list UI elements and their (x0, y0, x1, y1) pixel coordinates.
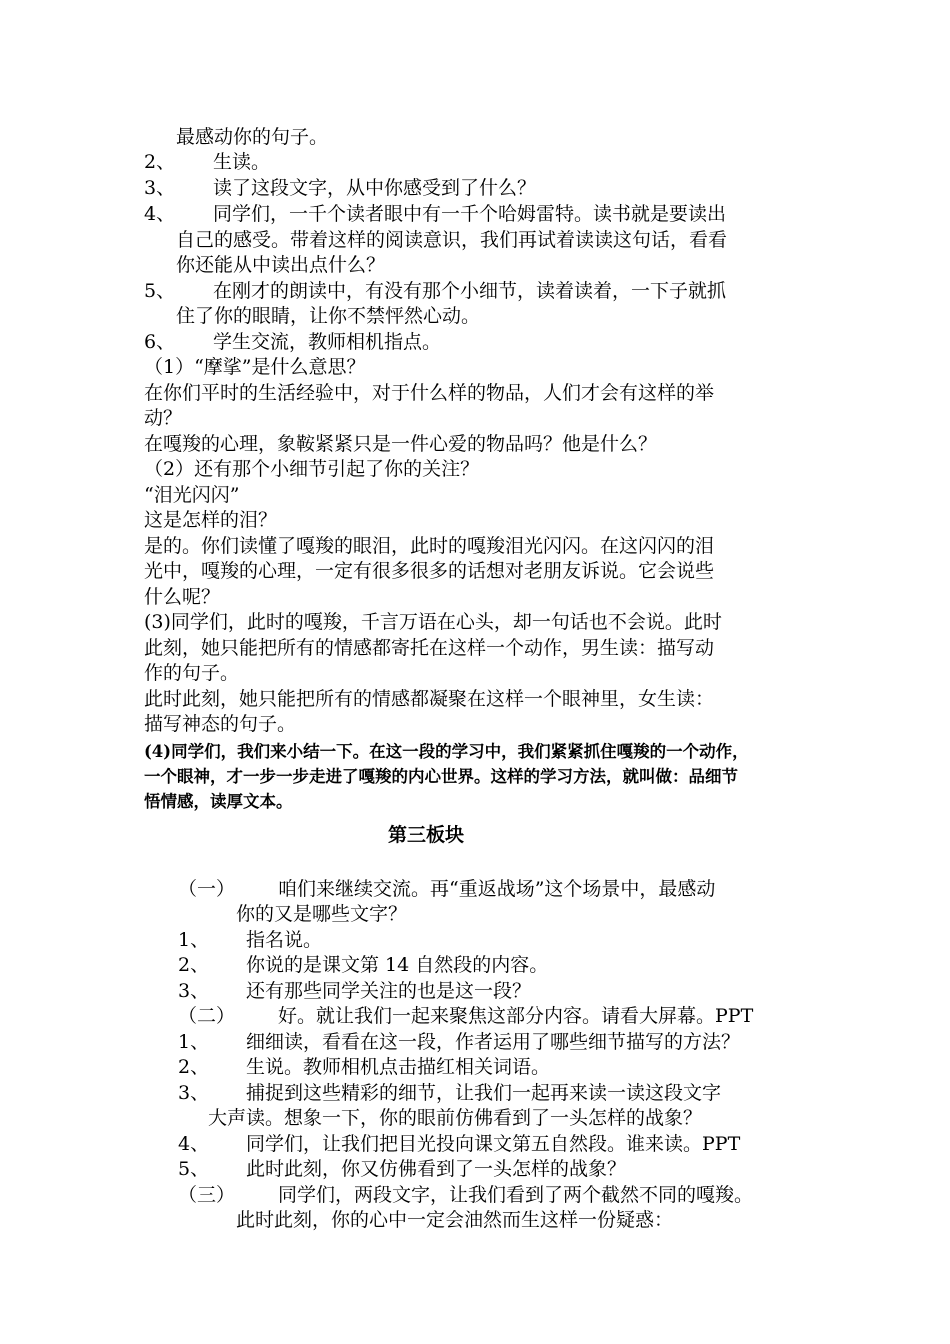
line-text: 生说。教师相机点击描红相关词语。 (246, 1056, 551, 1078)
line-text: 在嘎羧的心理，象鞍紧紧只是一件心爱的物品吗？他是什么？ (144, 433, 658, 455)
line-text: （1）“摩挲”是什么意思？ (144, 356, 366, 378)
line-text: 描写神态的句子。 (144, 713, 297, 735)
line-text: 细细读，看看在这一段，作者运用了哪些细节描写的方法？ (246, 1031, 741, 1053)
line-text: (3)同学们，此时的嘎羧，千言万语在心头，却一句话也不会说。此时 (144, 611, 722, 633)
line-text: 好。就让我们一起来聚焦这部分内容。请看大屏幕。PPT (278, 1005, 754, 1027)
list-number: 3、 (178, 980, 210, 1002)
line-text: 自己的感受。带着这样的阅读意识，我们再试着读读这句话，看看 (176, 229, 728, 251)
line-text: “泪光闪闪” (144, 484, 240, 506)
list-number: 3、 (144, 177, 176, 199)
line-text: 你的又是哪些文字？ (236, 903, 408, 925)
line-text: 一个眼神，才一步一步走进了嘎羧的内心世界。这样的学习方法，就叫做：品细节 (144, 767, 738, 786)
line-text: 还有那些同学关注的也是这一段？ (246, 980, 532, 1002)
line-text: 在刚才的朗读中，有没有那个小细节，读着读着，一下子就抓 (213, 280, 727, 302)
list-number: 1、 (178, 1031, 210, 1053)
list-number: 5、 (144, 280, 176, 302)
line-text: 最感动你的句子。 (176, 126, 329, 148)
line-text: 此时此刻，你又仿佛看到了一头怎样的战象？ (246, 1158, 627, 1180)
line-text: 指名说。 (246, 929, 323, 951)
line-text: 同学们，让我们把目光投向课文第五自然段。谁来读。PPT (246, 1133, 741, 1155)
list-number: （三） (178, 1184, 236, 1206)
section-heading (0, 823, 950, 847)
line-text: 你还能从中读出点什么？ (176, 254, 386, 276)
line-text: 生读。 (213, 151, 271, 173)
line-text: 学生交流，教师相机指点。 (213, 331, 442, 353)
line-text: 作的句子。 (144, 662, 240, 684)
line-text: 是的。你们读懂了嘎羧的眼泪，此时的嘎羧泪光闪闪。在这闪闪的泪 (144, 535, 715, 557)
line-text: 同学们，一千个读者眼中有一千个哈姆雷特。读书就是要读出 (213, 203, 727, 225)
list-number: （一） (178, 878, 236, 900)
line-text: 此刻，她只能把所有的情感都寄托在这样一个动作，男生读：描写动 (144, 637, 715, 659)
list-number: （二） (178, 1005, 236, 1027)
line-text: 光中，嘎羧的心理，一定有很多很多的话想对老朋友诉说。它会说些 (144, 560, 715, 582)
line-text: 咱们来继续交流。再“重返战场”这个场景中，最感动 (278, 878, 716, 900)
list-number: 1、 (178, 929, 210, 951)
line-text: 这是怎样的泪？ (144, 509, 278, 531)
line-text: 大声读。想象一下，你的眼前仿佛看到了一头怎样的战象？ (208, 1107, 703, 1129)
list-number: 6、 (144, 331, 176, 353)
line-text: 你说的是课文第 14 自然段的内容。 (246, 954, 549, 976)
line-text: （2）还有那个小细节引起了你的关注？ (144, 458, 480, 480)
line-text: 动？ (144, 407, 183, 429)
list-number: 5、 (178, 1158, 210, 1180)
line-text: 悟情感，读厚文本。 (144, 792, 293, 811)
line-text: (4)同学们，我们来小结一下。在这一段的学习中，我们紧紧抓住嘎羧的一个动作， (144, 742, 749, 761)
line-text: 此时此刻，她只能把所有的情感都凝聚在这样一个眼神里，女生读： (144, 688, 715, 710)
line-text: 住了你的眼睛，让你不禁怦然心动。 (176, 305, 481, 327)
list-number: 4、 (144, 203, 176, 225)
list-number: 4、 (178, 1133, 210, 1155)
list-number: 2、 (178, 954, 210, 976)
list-number: 2、 (144, 151, 176, 173)
line-text: 在你们平时的生活经验中，对于什么样的物品，人们才会有这样的举 (144, 382, 715, 404)
line-text: 捕捉到这些精彩的细节，让我们一起再来读一读这段文字 (246, 1082, 722, 1104)
list-number: 2、 (178, 1056, 210, 1078)
line-text: 同学们，两段文字，让我们看到了两个截然不同的嘎羧。 (278, 1184, 754, 1206)
line-text: 什么呢？ (144, 586, 221, 608)
section-heading-text: 第三板块 (387, 824, 464, 846)
list-number: 3、 (178, 1082, 210, 1104)
line-text: 读了这段文字，从中你感受到了什么？ (213, 177, 537, 199)
line-text: 此时此刻，你的心中一定会油然而生这样一份疑惑： (236, 1209, 674, 1231)
